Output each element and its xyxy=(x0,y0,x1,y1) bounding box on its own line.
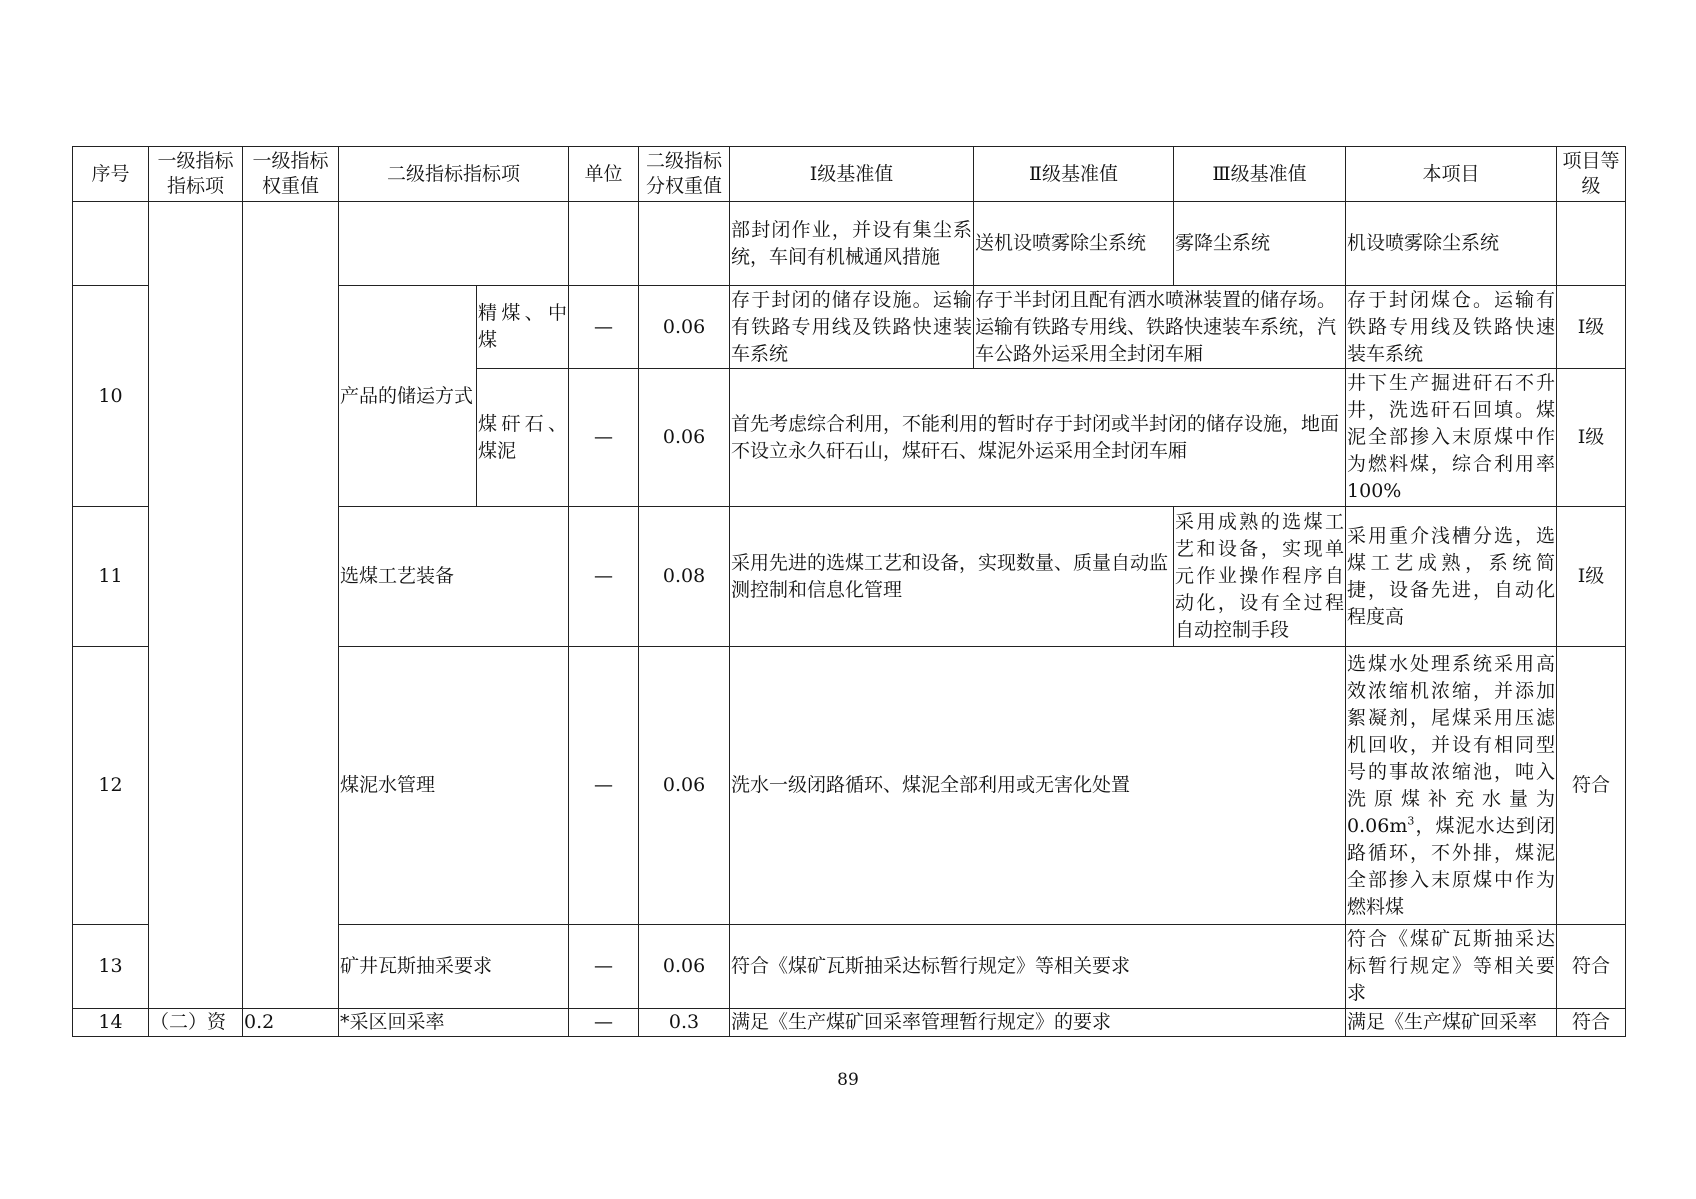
cell-grade: 首先考虑综合利用，不能利用的暂时存于封闭或半封闭的储存设施，地面不设立永久矸石山，煤矸石、煤泥外运采用全封闭车厢 xyxy=(730,369,1346,507)
table-row xyxy=(73,1009,1626,1037)
cell-grade12: 采用先进的选煤工艺和设备，实现数量、质量自动监测控制和信息化管理 xyxy=(730,507,1174,647)
cell-item: 煤泥水管理 xyxy=(339,647,569,925)
cell-unit: — xyxy=(569,369,639,507)
header-seq: 序号 xyxy=(73,147,149,202)
indicator-table xyxy=(72,146,1626,1037)
header-project: 本项目 xyxy=(1346,147,1557,202)
cell-item: 选煤工艺装备 xyxy=(339,507,569,647)
cell-level1-item: （二）资 xyxy=(149,1009,243,1037)
header-level1-weight: 一级指标权重值 xyxy=(243,147,339,202)
cell-grade1: 部封闭作业，并设有集尘系统，车间有机械通风措施 xyxy=(730,202,974,286)
cell-item: 矿井瓦斯抽采要求 xyxy=(339,925,569,1009)
cell-unit: — xyxy=(569,925,639,1009)
cell-weight: 0.08 xyxy=(639,507,730,647)
cell-project: 满足《生产煤矿回采率 xyxy=(1346,1009,1557,1037)
cell-item-empty xyxy=(339,202,569,286)
cell-level1-item-merged xyxy=(149,202,243,1009)
cell-subitem: 煤矸石、煤泥 xyxy=(477,369,569,507)
cell-project: 符合《煤矿瓦斯抽采达标暂行规定》等相关要求 xyxy=(1346,925,1557,1009)
cell-weight-empty xyxy=(639,202,730,286)
cell-grade: 符合《煤矿瓦斯抽采达标暂行规定》等相关要求 xyxy=(730,925,1346,1009)
header-grade2: Ⅱ级基准值 xyxy=(974,147,1174,202)
cell-weight: 0.06 xyxy=(639,925,730,1009)
header-level2-item: 二级指标指标项 xyxy=(339,147,569,202)
cell-seq: 13 xyxy=(73,925,149,1009)
cell-unit-empty xyxy=(569,202,639,286)
cell-seq: 11 xyxy=(73,507,149,647)
page-number: 89 xyxy=(837,1070,859,1090)
header-grade3: Ⅲ级基准值 xyxy=(1174,147,1346,202)
cell-project-grade-empty xyxy=(1557,202,1626,286)
cell-unit: — xyxy=(569,647,639,925)
cell-grade1: 存于封闭的储存设施。运输有铁路专用线及铁路快速装车系统 xyxy=(730,286,974,369)
cell-project: 井下生产掘进矸石不升井，洗选矸石回填。煤泥全部掺入末原煤中作为燃料煤，综合利用率 100% xyxy=(1346,369,1557,507)
project-text-post: ，煤泥水达到闭路循环，不外排，煤泥全部掺入末原煤中作为燃料煤 xyxy=(1347,814,1556,918)
header-grade1: Ⅰ级基准值 xyxy=(730,147,974,202)
header-unit: 单位 xyxy=(569,147,639,202)
cell-grade: 满足《生产煤矿回采率管理暂行规定》的要求 xyxy=(730,1009,1346,1037)
cell-project-grade: Ⅰ级 xyxy=(1557,369,1626,507)
cell-project-grade: 符合 xyxy=(1557,925,1626,1009)
cell-project-grade: Ⅰ级 xyxy=(1557,286,1626,369)
header-row xyxy=(73,147,1626,202)
cell-seq: 14 xyxy=(73,1009,149,1037)
cell-grade23: 存于半封闭且配有洒水喷淋装置的储存场。运输有铁路专用线、铁路快速装车系统，汽车公路外运采用全封闭车厢 xyxy=(974,286,1346,369)
cell-unit: — xyxy=(569,1009,639,1037)
project-text-pre: 选煤水处理系统采用高效浓缩机浓缩，并添加絮凝剂，尾煤采用压滤机回收，并设有相同型号的事故浓缩池，吨入洗原煤补充水量为0.06m xyxy=(1347,652,1556,837)
cell-project-grade: 符合 xyxy=(1557,647,1626,925)
cell-weight: 0.3 xyxy=(639,1009,730,1037)
cell-seq: 10 xyxy=(73,286,149,507)
cell-item: 产品的储运方式 xyxy=(339,286,477,507)
cell-seq-empty xyxy=(73,202,149,286)
cell-grade: 洗水一级闭路循环、煤泥全部利用或无害化处置 xyxy=(730,647,1346,925)
header-project-grade: 项目等级 xyxy=(1557,147,1626,202)
cell-weight: 0.06 xyxy=(639,369,730,507)
cell-seq: 12 xyxy=(73,647,149,925)
cell-weight: 0.06 xyxy=(639,286,730,369)
superscript-3: 3 xyxy=(1407,814,1415,828)
cell-project-grade: Ⅰ级 xyxy=(1557,507,1626,647)
cell-grade3: 采用成熟的选煤工艺和设备，实现单元作业操作程序自动化，设有全过程自动控制手段 xyxy=(1174,507,1346,647)
cell-grade2: 送机设喷雾除尘系统 xyxy=(974,202,1174,286)
cell-project: 存于封闭煤仓。运输有铁路专用线及铁路快速装车系统 xyxy=(1346,286,1557,369)
header-level2-weight: 二级指标分权重值 xyxy=(639,147,730,202)
cell-level1-weight: 0.2 xyxy=(243,1009,339,1037)
cell-unit: — xyxy=(569,507,639,647)
header-level1-item: 一级指标指标项 xyxy=(149,147,243,202)
cell-project: 采用重介浅槽分选，选煤工艺成熟，系统简捷，设备先进，自动化程度高 xyxy=(1346,507,1557,647)
table-row xyxy=(73,202,1626,286)
cell-subitem: 精煤、中煤 xyxy=(477,286,569,369)
cell-unit: — xyxy=(569,286,639,369)
cell-project-grade: 符合 xyxy=(1557,1009,1626,1037)
cell-project xyxy=(1346,647,1557,925)
cell-project: 机设喷雾除尘系统 xyxy=(1346,202,1557,286)
cell-grade3: 雾降尘系统 xyxy=(1174,202,1346,286)
cell-weight: 0.06 xyxy=(639,647,730,925)
cell-level1-weight-merged xyxy=(243,202,339,1009)
cell-item: *采区回采率 xyxy=(339,1009,569,1037)
